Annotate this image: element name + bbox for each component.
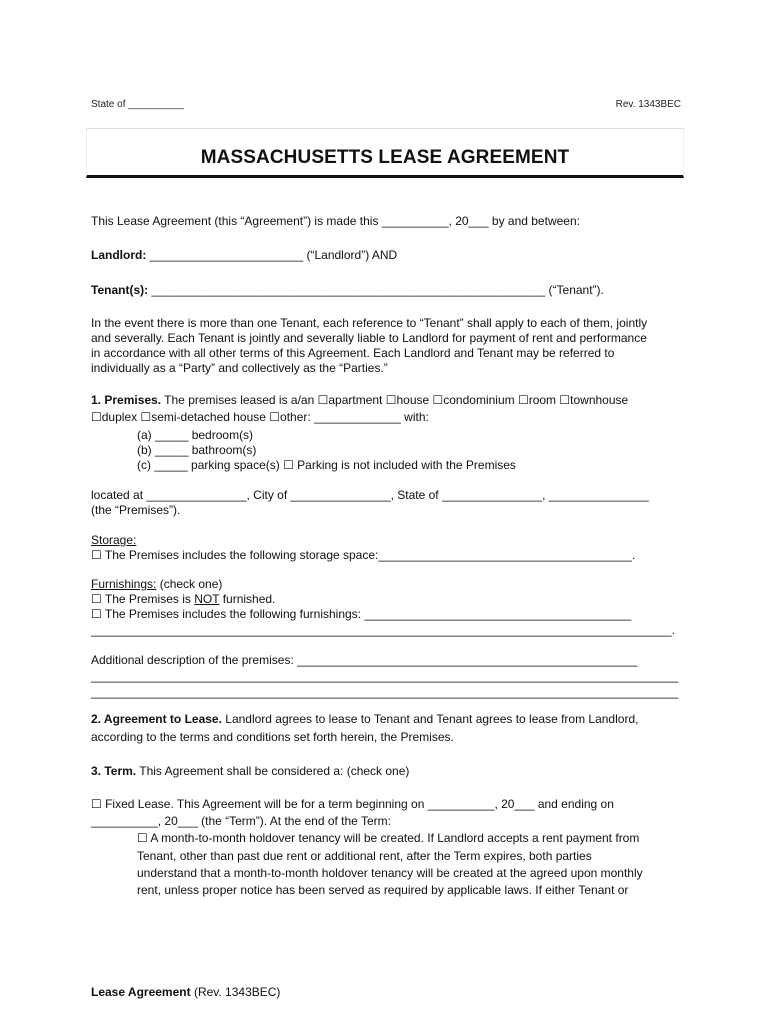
holdover-line-3: understand that a month-to-month holdover tenancy will be created at the agreed upon monthly [137,866,643,880]
fixed-lease-line-1: ☐ Fixed Lease. This Agreement will be for a term beginning on __________, 20___ and ending on [91,797,614,811]
multi-tenant-line-2: and severally. Each Tenant is jointly and severally liable to Landlord for payment of rent and performance [91,331,647,345]
furnishings-instruction: (check one) [156,577,223,591]
holdover-line-2: Tenant, other than past due rent or additional rent, after the Term expires, both parties [137,849,592,863]
premises-line-2: ☐duplex ☐semi-detached house ☐other: _____________ with: [91,410,429,424]
premises-line-1 [91,393,628,408]
additional-blank-1: ________________________________________________________________________________________ [91,669,679,683]
furnishings-heading [91,577,222,592]
storage-line: ☐ The Premises includes the following storage space:______________________________________. [91,548,636,562]
not-furnished-option [91,592,275,607]
agreement-text: Landlord agrees to lease to Tenant and Tenant agrees to lease from Landlord, [221,712,639,726]
premises-heading: 1. Premises. [91,393,162,407]
landlord-line [91,248,397,263]
term-heading: 3. Term. [91,764,137,778]
holdover-line-1: ☐ A month-to-month holdover tenancy will be created. If Landlord accepts a rent payment from [137,831,640,845]
term-intro: This Agreement shall be considered a: (check one) [136,764,410,778]
multi-tenant-line-4: individually as a “Party” and collectively as the “Parties.” [91,361,388,375]
storage-label: Storage: [91,533,137,547]
tenant-line [91,283,604,298]
agreement-heading: 2. Agreement to Lease. [91,712,222,726]
agreement-line-1 [91,712,638,727]
landlord-label: Landlord: [91,248,147,262]
not-furnished-text: ☐ The Premises is [91,592,195,606]
footer-revision: (Rev. 1343BEC) [190,985,281,999]
multi-tenant-line-1: In the event there is more than one Tenant, each reference to “Tenant” shall apply to each of them, jointly [91,316,648,330]
intro-line: This Lease Agreement (this “Agreement”) is made this __________, 20___ by and between: [91,214,580,228]
term-line [91,764,409,779]
furnishings-option: ☐ The Premises includes the following furnishings: ________________________________________ [91,607,632,621]
holdover-line-4: rent, unless proper notice has been served as required by applicable laws. If either Tenant or [137,883,629,897]
tenant-blank: ___________________________________________________________ (“Tenant”). [148,283,604,297]
furnishings-blank: _______________________________________________________________________________________. [91,623,675,637]
agreement-line-2: according to the terms and conditions set forth herein, the Premises. [91,730,454,744]
footer-label: Lease Agreement [91,985,191,999]
furnished-text: furnished. [219,592,276,606]
state-field: State of __________ [91,99,184,110]
additional-description: Additional description of the premises: ___________________________________________________ [91,653,638,667]
multi-tenant-line-3: in accordance with all other terms of this Agreement. Each Landlord and Tenant may be referred to [91,346,615,360]
premises-definition: (the “Premises”). [91,503,181,517]
page-title: MASSACHUSETTS LEASE AGREEMENT [200,147,570,168]
not-emphasis: NOT [194,592,220,606]
furnishings-label: Furnishings: [91,577,157,591]
landlord-blank: _______________________ (“Landlord”) AND [146,248,398,262]
title-box [86,128,684,178]
additional-blank-2: ________________________________________________________________________________________ [91,685,679,699]
revision-label: Rev. 1343BEC [615,99,681,110]
parking-item: (c) _____ parking space(s) ☐ Parking is not included with the Premises [137,458,516,472]
footer [91,985,280,1000]
bedrooms-item: (a) _____ bedroom(s) [137,428,254,442]
located-line: located at _______________, City of _______________, State of _______________, _______________ [91,488,649,502]
bathrooms-item: (b) _____ bathroom(s) [137,443,257,457]
premises-type-options: The premises leased is a/an ☐apartment ☐house ☐condominium ☐room ☐townhouse [161,393,629,407]
fixed-lease-line-2: __________, 20___ (the “Term”). At the end of the Term: [91,814,391,828]
tenant-label: Tenant(s): [91,283,149,297]
